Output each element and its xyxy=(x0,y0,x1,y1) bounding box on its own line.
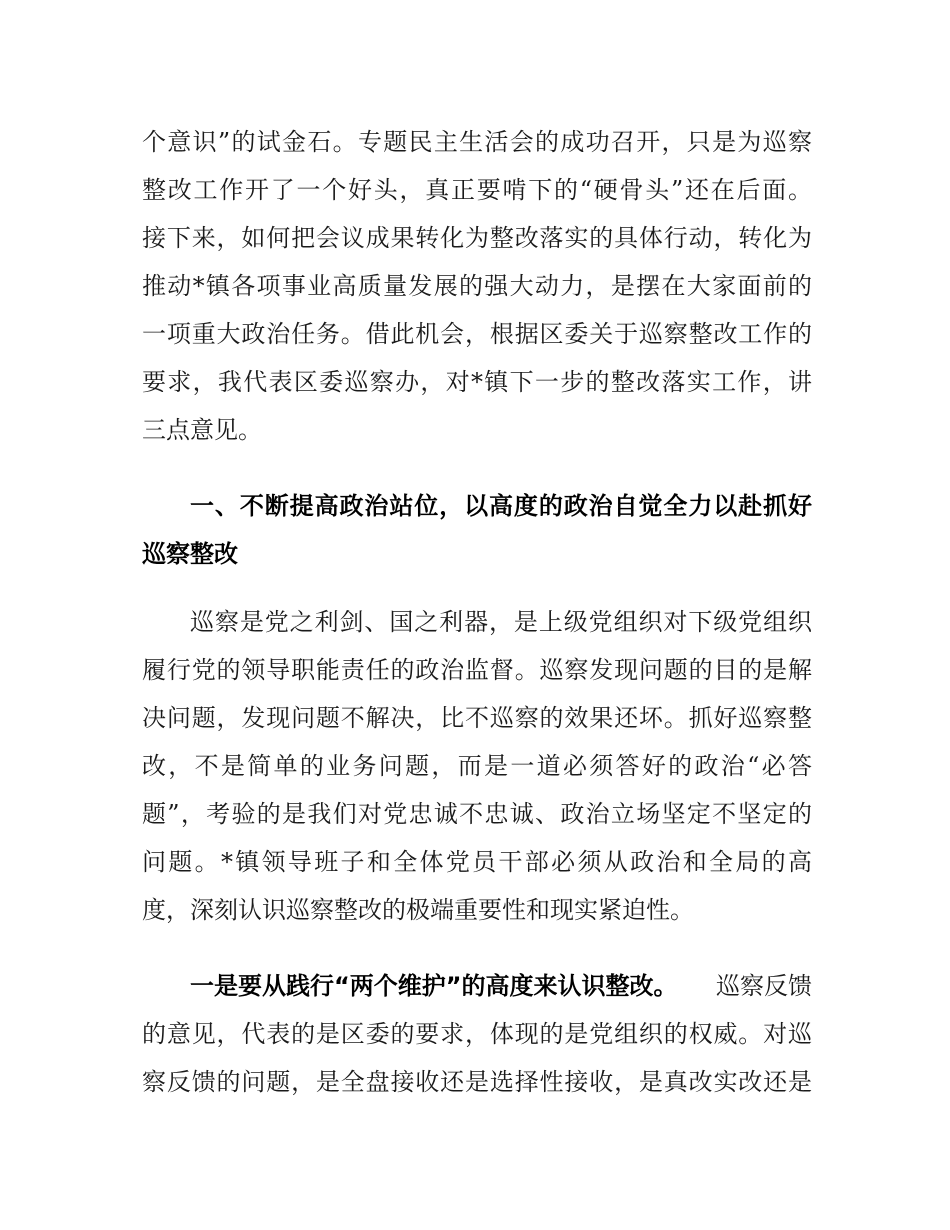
paragraph-2-line-7: 度，深刻认识巡察整改的极端重要性和现实紧迫性。 xyxy=(142,896,694,924)
paragraph-2-line-1: 巡察是党之利剑、国之利器，是上级党组织对下级党组织 xyxy=(190,608,812,636)
paragraph-2-line-4: 改，不是简单的业务问题，而是一道必须答好的政治“必答 xyxy=(142,752,812,780)
paragraph-2-line-5: 题”，考验的是我们对党忠诚不忠诚、政治立场坚定不坚定的 xyxy=(142,800,812,828)
paragraph-2-line-6: 问题。*镇领导班子和全体党员干部必须从政治和全局的高 xyxy=(142,848,812,876)
paragraph-3-line-1 xyxy=(190,966,812,1006)
paragraph-1-line-1: 个意识”的试金石。专题民主生活会的成功召开，只是为巡察 xyxy=(142,128,812,156)
paragraph-1-line-3: 接下来，如何把会议成果转化为整改落实的具体行动，转化为 xyxy=(142,224,812,252)
section-heading-line-2: 巡察整改 xyxy=(142,540,238,568)
paragraph-1-line-7: 三点意见。 xyxy=(142,416,262,444)
paragraph-3-line-1-rest: 巡察反馈 xyxy=(716,972,812,1000)
paragraph-3-bold-lead: 一是要从践行“两个维护”的高度来认识整改。 xyxy=(190,972,678,1000)
paragraph-1-line-6: 要求，我代表区委巡察办，对*镇下一步的整改落实工作，讲 xyxy=(142,368,812,396)
paragraph-3-line-3: 察反馈的问题，是全盘接收还是选择性接收，是真改实改还是 xyxy=(142,1068,812,1096)
paragraph-2-line-3: 决问题，发现问题不解决，比不巡察的效果还坏。抓好巡察整 xyxy=(142,704,812,732)
paragraph-1-line-5: 一项重大政治任务。借此机会，根据区委关于巡察整改工作的 xyxy=(142,320,812,348)
paragraph-3-line-2: 的意见，代表的是区委的要求，体现的是党组织的权威。对巡 xyxy=(142,1020,812,1048)
paragraph-1-line-4: 推动*镇各项事业高质量发展的强大动力，是摆在大家面前的 xyxy=(142,272,812,300)
section-heading-line-1: 一、不断提高政治站位，以高度的政治自觉全力以赴抓好 xyxy=(190,492,812,520)
paragraph-2-line-2: 履行党的领导职能责任的政治监督。巡察发现问题的目的是解 xyxy=(142,656,812,684)
paragraph-1-line-2: 整改工作开了一个好头，真正要啃下的“硬骨头”还在后面。 xyxy=(142,176,812,204)
